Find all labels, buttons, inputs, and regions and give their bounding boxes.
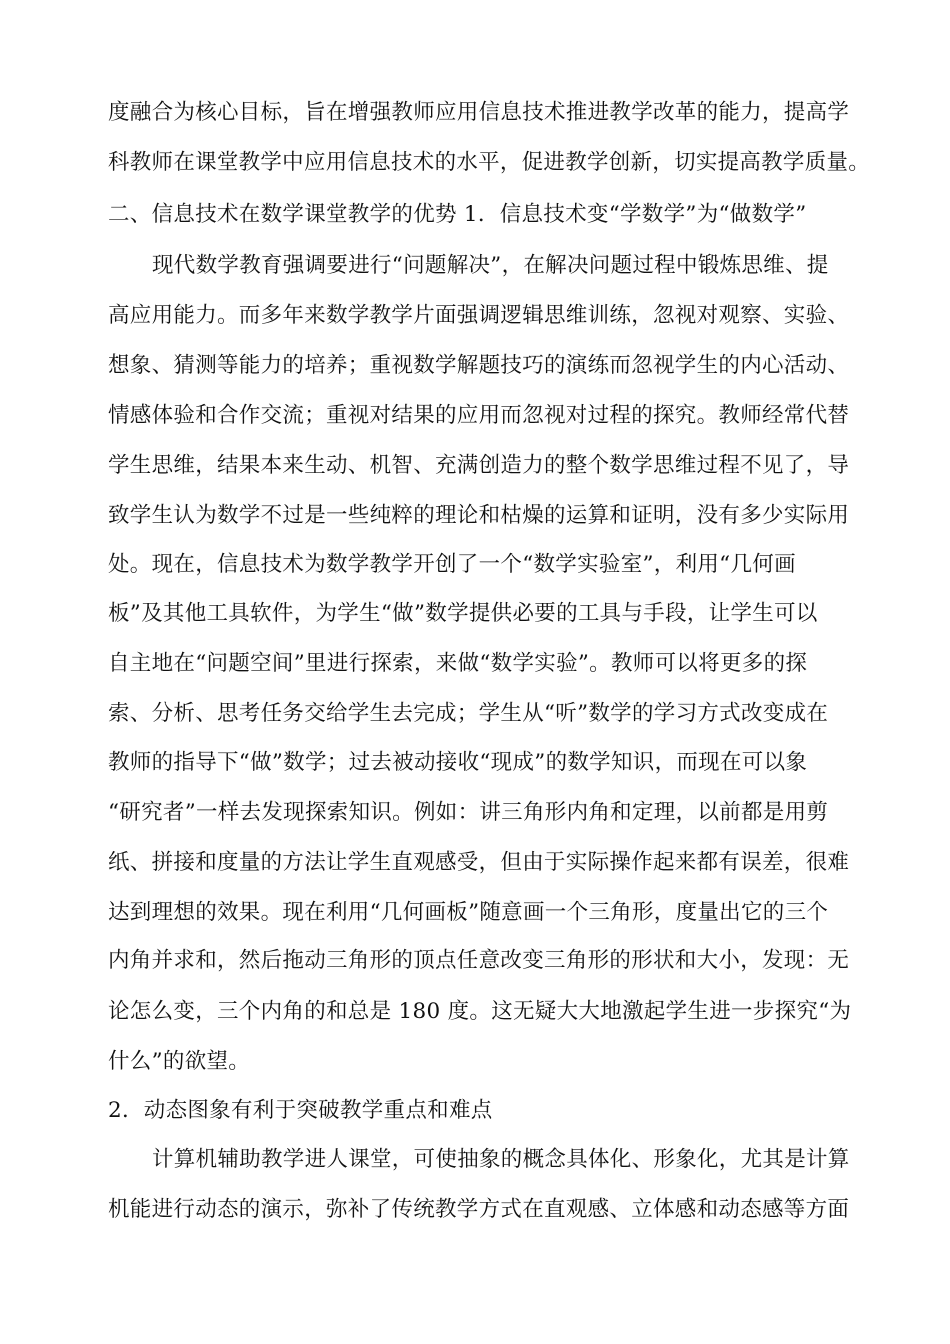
- text-line: 想象、猜测等能力的培养；重视数学解题技巧的演练而忽视学生的内心活动、: [108, 353, 850, 378]
- text-line: 科教师在课堂教学中应用信息技术的水平，促进教学创新，切实提高教学质量。: [108, 150, 871, 175]
- paragraph-first-line: 计算机辅助教学进人课堂，可使抽象的概念具体化、形象化，尤其是计算: [152, 1147, 850, 1172]
- text-line: 纸、拼接和度量的方法让学生直观感受，但由于实际操作起来都有误差，很难: [108, 850, 850, 875]
- text-line: 自主地在“问题空间”里进行探索，来做“数学实验”。教师可以将更多的探: [108, 651, 808, 676]
- text-line: 论怎么变，三个内角的和总是 180 度。这无疑大大地激起学生进一步探究“为: [108, 999, 852, 1024]
- text-line: 内角并求和，然后拖动三角形的顶点任意改变三角形的形状和大小，发现：无: [108, 948, 850, 973]
- text-line: 达到理想的效果。现在利用“几何画板”随意画一个三角形，度量出它的三个: [108, 900, 829, 925]
- text-line: 度融合为核心目标，旨在增强教师应用信息技术推进教学改革的能力，提高学: [108, 100, 850, 125]
- text-line: 索、分析、思考任务交给学生去完成；学生从“听”数学的学习方式改变成在: [108, 701, 829, 726]
- subsection-heading: 2．动态图象有利于突破教学重点和难点: [108, 1098, 493, 1123]
- text-line: 高应用能力。而多年来数学教学片面强调逻辑思维训练，忽视对观察、实验、: [108, 303, 850, 328]
- paragraph-first-line: 现代数学教育强调要进行“问题解决”，在解决问题过程中锻炼思维、提: [152, 253, 829, 278]
- text-line: 学生思维，结果本来生动、机智、充满创造力的整个数学思维过程不见了，导: [108, 453, 850, 478]
- text-line: 教师的指导下“做”数学；过去被动接收“现成”的数学知识，而现在可以象: [108, 750, 808, 775]
- text-line: 机能进行动态的演示，弥补了传统教学方式在直观感、立体感和动态感等方面: [108, 1197, 850, 1222]
- section-heading: 二、信息技术在数学课堂教学的优势 1．信息技术变“学数学”为“做数学”: [108, 202, 807, 227]
- text-line: 处。现在，信息技术为数学教学开创了一个“数学实验室”，利用“几何画: [108, 552, 796, 577]
- text-line: 板”及其他工具软件，为学生“做”数学提供必要的工具与手段，让学生可以: [108, 601, 818, 626]
- text-line: 情感体验和合作交流；重视对结果的应用而忽视对过程的探究。教师经常代替: [108, 403, 850, 428]
- text-line: 什么”的欲望。: [108, 1049, 251, 1074]
- text-line: 致学生认为数学不过是一些纯粹的理论和枯燥的运算和证明，没有多少实际用: [108, 503, 850, 528]
- text-line: “研究者”一样去发现探索知识。例如：讲三角形内角和定理，以前都是用剪: [108, 800, 829, 825]
